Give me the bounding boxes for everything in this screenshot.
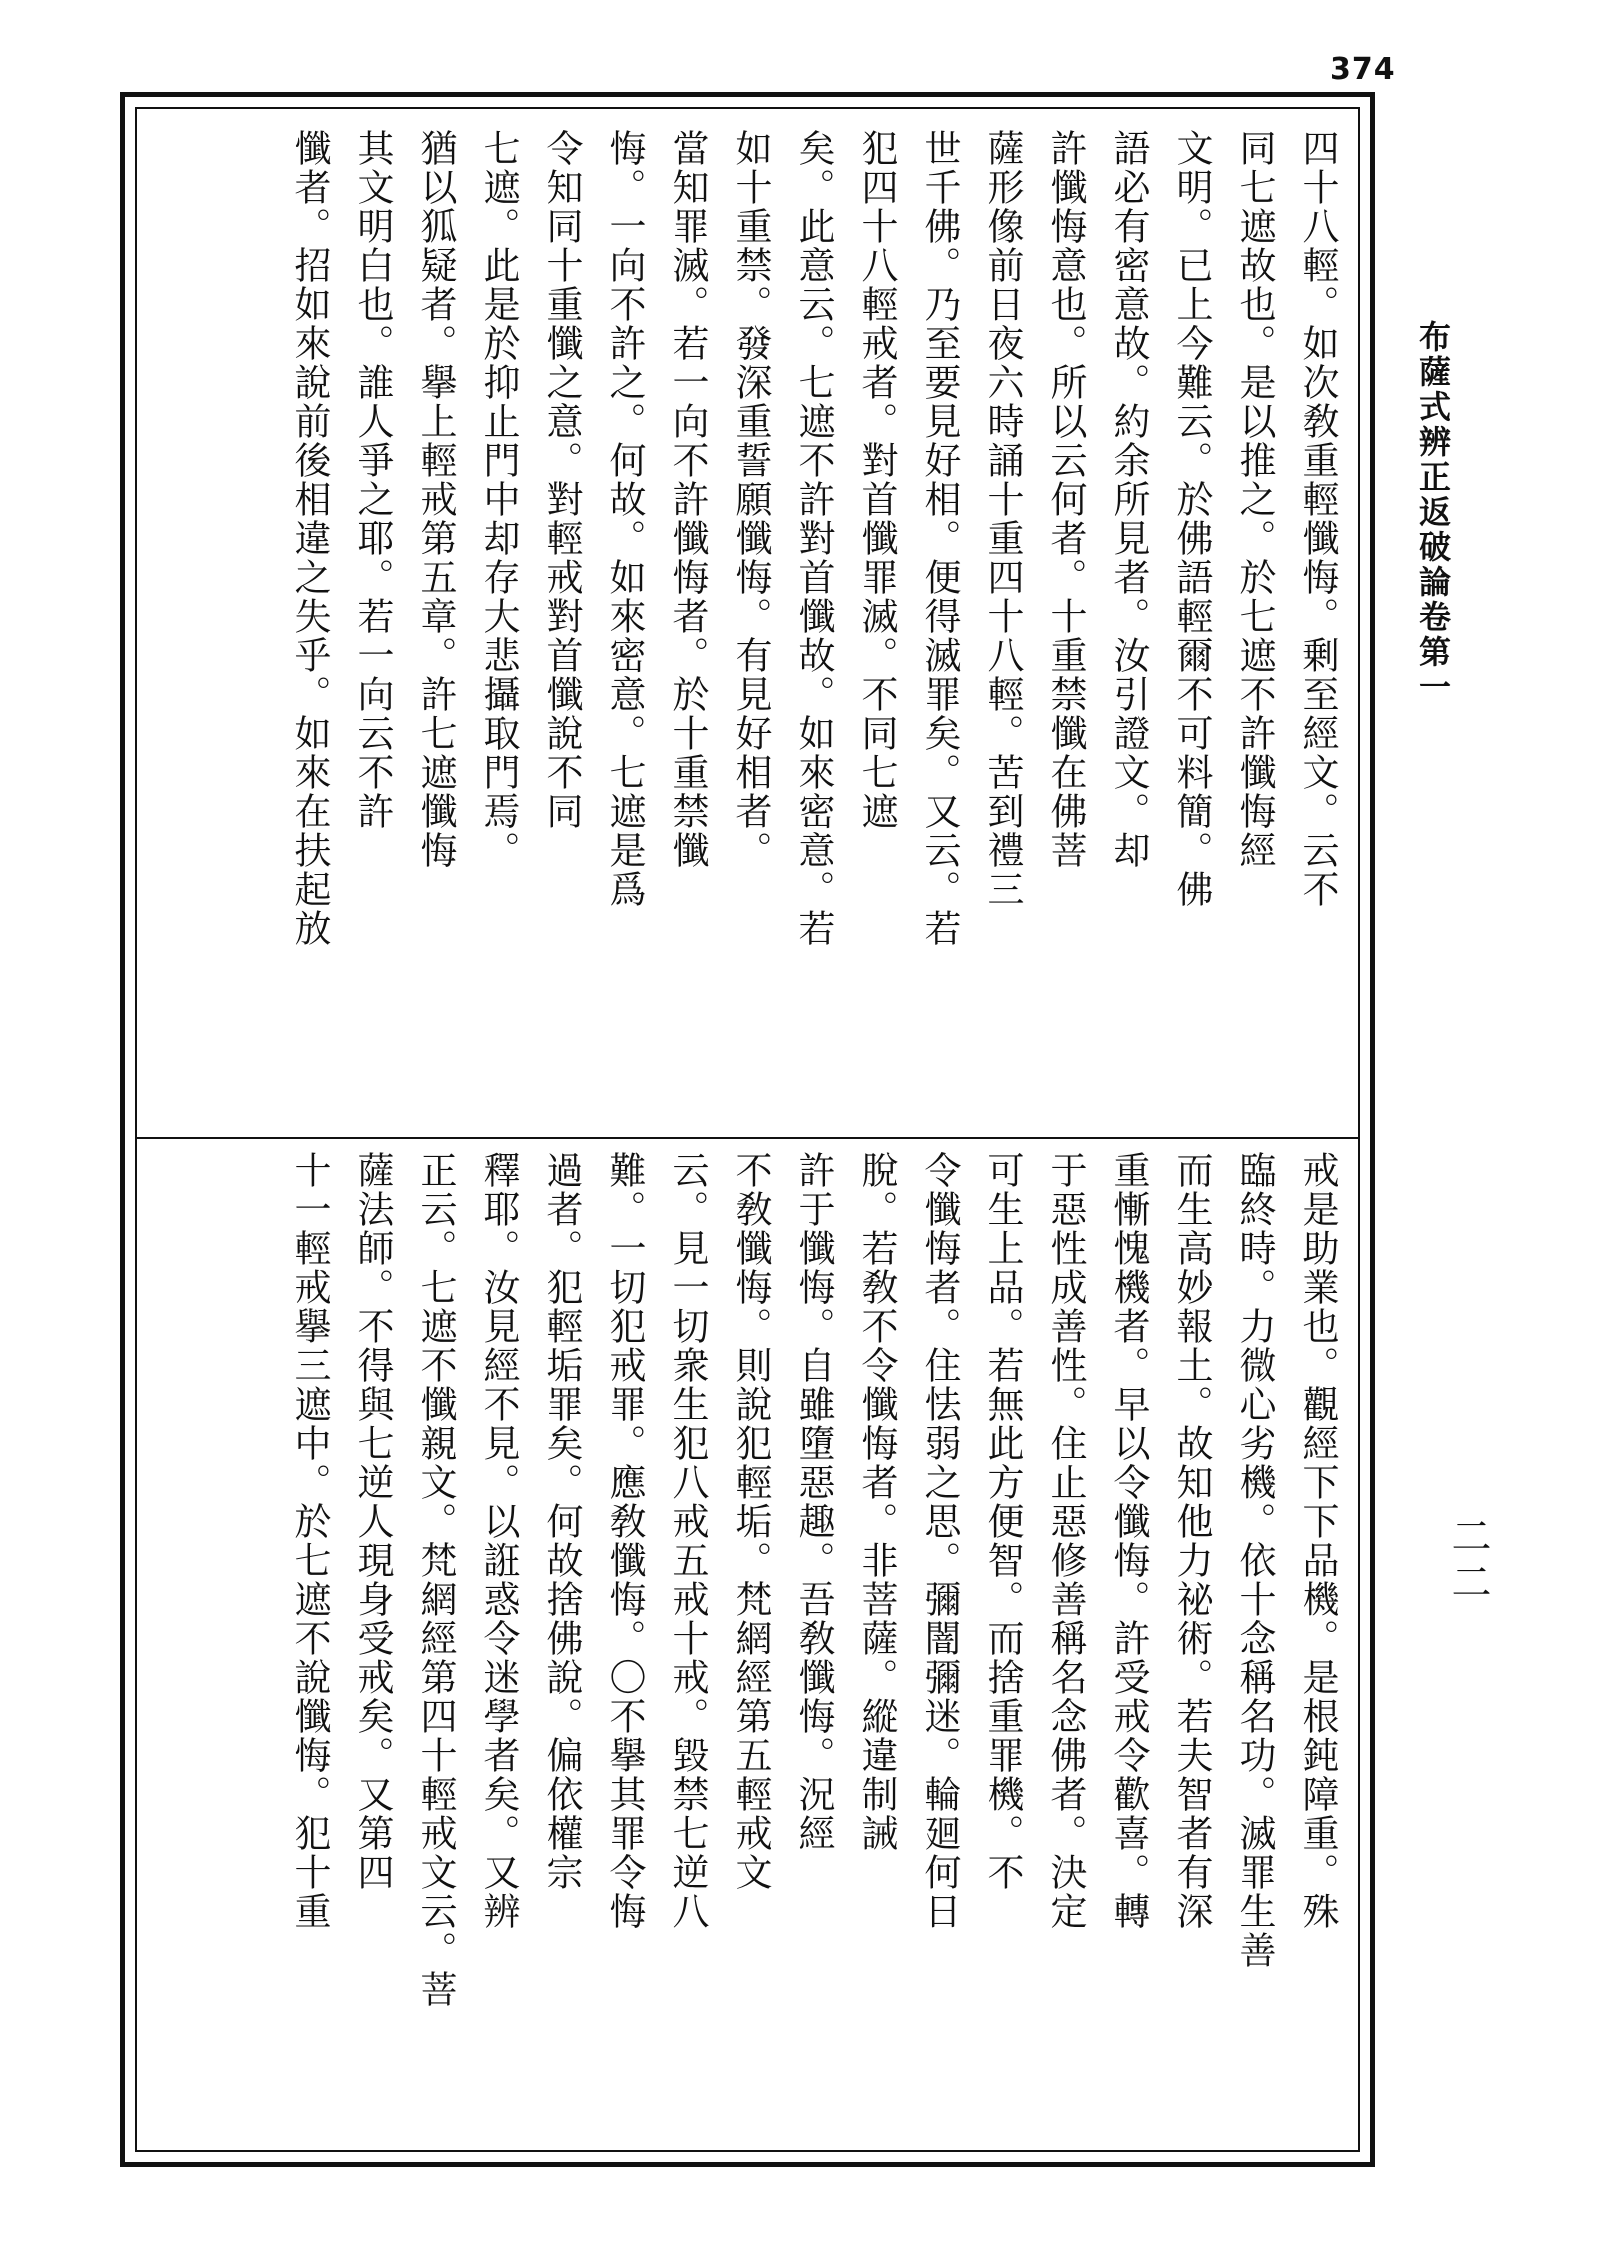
- text-column: 于惡性成善性。住止惡修善稱名念佛者。決定: [1044, 1151, 1087, 1931]
- text-column: 令知同十重懺之意。對輕戒對首懺說不同: [540, 129, 583, 831]
- text-column: 云。見一切衆生犯八戒五戒十戒。毀禁七逆八: [666, 1151, 709, 1931]
- text-column: 十一輕戒擧三遮中。於七遮不說懺悔。犯十重: [288, 1151, 331, 1931]
- text-column: 如十重禁。發深重誓願懺悔。有見好相者。: [729, 129, 772, 870]
- text-column: 戒是助業也。觀經下下品機。是根鈍障重。殊: [1296, 1151, 1339, 1931]
- upper-text-block: [165, 129, 1342, 1124]
- text-column: 令懺悔者。住怯弱之思。彌闇彌迷。輪廻何日: [918, 1151, 961, 1931]
- text-column: 語必有密意故。約余所見者。汝引證文。却: [1107, 129, 1150, 870]
- text-column: 重慚愧機者。早以令懺悔。許受戒令歡喜。轉: [1107, 1151, 1150, 1931]
- section-divider: [137, 1137, 1358, 1139]
- text-column: 猶以狐疑者。擧上輕戒第五章。許七遮懺悔: [414, 129, 457, 870]
- text-column: 矣。此意云。七遮不許對首懺故。如來密意。若: [792, 129, 835, 948]
- folio-number: 二二: [1445, 1515, 1491, 1607]
- text-column: 過者。犯輕垢罪矣。何故捨佛說。偏依權宗: [540, 1151, 583, 1892]
- text-column: 悔。一向不許之。何故。如來密意。七遮是爲: [603, 129, 646, 909]
- lower-text-block: [165, 1151, 1342, 2156]
- text-column: 可生上品。若無此方便智。而捨重罪機。不: [981, 1151, 1024, 1892]
- text-column: 懺者。招如來說前後相違之失乎。如來在扶起放: [288, 129, 331, 948]
- text-column: 文明。已上今難云。於佛語輕爾不可料簡。佛: [1170, 129, 1213, 909]
- text-column: 許懺悔意也。所以云何者。十重禁懺在佛菩: [1044, 129, 1087, 870]
- text-column: 薩形像前日夜六時誦十重四十八輕。苦到禮三: [981, 129, 1024, 909]
- text-column: 世千佛。乃至要見好相。便得滅罪矣。又云。若: [918, 129, 961, 948]
- text-column: 難。一切犯戒罪。應敎懺悔。〇不擧其罪令悔: [603, 1151, 646, 1931]
- text-column: 不敎懺悔。則說犯輕垢。梵網經第五輕戒文: [729, 1151, 772, 1892]
- text-column: 七遮。此是於抑止門中却存大悲攝取門焉。: [477, 129, 520, 870]
- page-frame: [120, 92, 1375, 2167]
- text-column: 犯四十八輕戒者。對首懺罪滅。不同七遮: [855, 129, 898, 831]
- text-area: [135, 107, 1360, 2152]
- text-column: 同七遮故也。是以推之。於七遮不許懺悔經: [1233, 129, 1276, 870]
- running-title: 布薩式辨正返破論卷第一: [1414, 320, 1452, 705]
- text-column: 而生高妙報土。故知他力祕術。若夫智者有深: [1170, 1151, 1213, 1931]
- text-column: 釋耶。汝見經不見。以誑惑令迷學者矣。又辨: [477, 1151, 520, 1931]
- text-column: 薩法師。不得與七逆人現身受戒矣。又第四: [351, 1151, 394, 1892]
- text-column: 其文明白也。誰人爭之耶。若一向云不許: [351, 129, 394, 831]
- text-column: 正云。七遮不懺親文。梵網經第四十輕戒文云。菩: [414, 1151, 457, 2009]
- page-number: 374: [1330, 52, 1396, 87]
- text-column: 臨終時。力微心劣機。依十念稱名功。滅罪生善: [1233, 1151, 1276, 1970]
- text-column: 許于懺悔。自雖墮惡趣。吾敎懺悔。況經: [792, 1151, 835, 1853]
- text-column: 四十八輕。如次敎重輕懺悔。剰至經文。云不: [1296, 129, 1339, 909]
- text-column: 脫。若敎不令懺悔者。非菩薩。縱違制誡: [855, 1151, 898, 1853]
- text-column: 當知罪滅。若一向不許懺悔者。於十重禁懺: [666, 129, 709, 870]
